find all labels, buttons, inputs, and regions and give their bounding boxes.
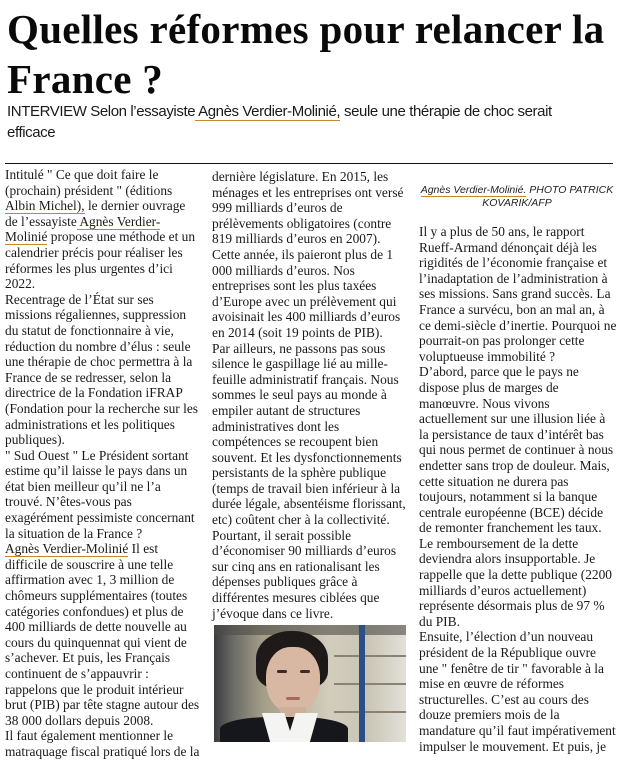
- paragraph: Par ailleurs, ne passons pas sous silence le gaspillage lié au mille-feuille administratif français. Nous sommes le seul pays au monde à empiler autant de structures administratives dont les compétences se recoupent bien souvent. Et les dysfonctionnements persistants de la sphère publique (temps de travail bien inférieur à la durée légale, absentéisme florissant, etc) coûtent cher à la collectivité. Pourtant, il serait possible d’économiser 90 milliards d’euros sur cinq ans en rationalisant les dépenses publiques grâce à différentes mesures ciblées que j’évoque dans ce livre.: [212, 340, 406, 621]
- photo-bg-shelf: [334, 655, 406, 657]
- paragraph: D’abord, parce que le pays ne dispose plus de marges de manœuvre. Nous vivons actuellement sur une illusion liée à la persistance de taux d’intérêt bas qui nous permet de continuer à nous endetter sans trop de douleur. Mais, cette situation ne durera pas toujours, notamment si la banque centrale européenne (BCE) décide de remonter franchement les taux. Le remboursement de la dette deviendra alors insupportable. Je rappelle que la dette publique (2200 milliards d’euros actuellement) représente désormais plus de 97 % du PIB.: [419, 364, 614, 629]
- photo-eye: [277, 670, 287, 673]
- intro-text-end: propose une méthode et un calendrier précis pour réaliser les réformes les plus urgentes d’ici 2022.: [5, 229, 196, 292]
- article-title: Quelles réformes pour relancer la France ?: [7, 6, 605, 102]
- article-column-1: [5, 167, 201, 760]
- author-link[interactable]: Agnès Verdier-Molinié,: [195, 103, 341, 120]
- photo-face: [266, 647, 320, 713]
- photo-credit: PHOTO PATRICK KOVARIK/AFP: [482, 184, 614, 209]
- intro-text-mid: le dernier ouvrage de l’essayiste: [5, 198, 186, 229]
- author-link-body[interactable]: Agnès Verdier-Molinié: [5, 213, 161, 245]
- paragraph: Il faut également mentionner le matraquage fiscal pratiqué lors de la: [5, 728, 200, 759]
- interview-question: " Sud Ouest " Le Président sortant estime qu’il laisse le pays dans un état bien meilleur qu’il ne l’a trouvé. N’êtes-vous pas exagérément pessimiste concernant la situation de la France ?: [5, 447, 195, 541]
- lede-prefix: INTERVIEW Selon l’essayiste: [7, 103, 196, 120]
- photo-bg-shelf: [334, 683, 406, 685]
- photo-eye: [300, 670, 310, 673]
- section-divider: [5, 163, 613, 164]
- caption-author-link[interactable]: Agnès Verdier-Molinié.: [420, 184, 527, 196]
- interview-answer: [5, 541, 201, 728]
- photo-caption: [419, 184, 615, 210]
- photo-mouth: [286, 697, 300, 700]
- intro-text: Intitulé " Ce que doit faire le (prochain) président " (éditions: [5, 167, 173, 198]
- article-lede: [7, 101, 567, 143]
- photo-bg-shelf: [334, 711, 406, 713]
- paragraph: Il y a plus de 50 ans, le rapport Rueff-Armand dénonçait déjà les rigidités de l’économie française et l’inadaptation de l’administration à ses missions. Sans grand succès. La France a survécu, bon an mal an, à ce demi-siècle d’inertie. Pourquoi ne pourrait-on pas prolonger cette voluptueuse immobilité ?: [419, 224, 617, 364]
- answer-text: Il est difficile de souscrire à une telle affirmation avec 1, 3 million de chômeurs supplémentaires (toutes catégories confondues) et plus de 400 milliards de dette nouvelle au cours du quinquennat qui vient de s’achever. Et puis, les Français continuent de s’appauvrir : rappelons que le produit intérieur brut (PIB) par tête stagne autour des 38 000 dollars depuis 2008.: [5, 541, 200, 728]
- speaker-link[interactable]: Agnès Verdier-Molinié: [5, 541, 129, 557]
- paragraph: Recentrage de l’État sur ses missions régaliennes, suppression du statut de fonctionnaire à vie, réduction du nombre d’élus : seule une thérapie de choc permettra à la France de se redresser, selon la directrice de la Fondation iFRAP (Fondation pour la recherche sur les administrations et les politiques publiques).: [5, 291, 198, 448]
- paragraph-intro: [5, 167, 201, 292]
- article-column-3: [419, 224, 617, 754]
- lede-suffix: seule une thérapie de choc serait efficace: [7, 103, 552, 141]
- author-photo: [214, 625, 406, 742]
- article-column-2: [212, 169, 408, 621]
- paragraph: dernière législature. En 2015, les ménages et les entreprises ont versé 999 milliards d’euros de prélèvements obligatoires (contre 819 milliards d’euros en 2007). Cette année, ils paieront plus de 1 000 milliards d’euros. Nos entreprises sont les plus taxées d’Europe avec un prélèvement qui avoisinait les 400 milliards d’euros en 2014 (soit 19 points de PIB).: [212, 169, 404, 340]
- publisher-link[interactable]: Albin Michel),: [5, 198, 85, 214]
- paragraph: Ensuite, l’élection d’un nouveau président de la République ouvre une " fenêtre de tir " favorable à la mise en œuvre de réformes structurelles. C’est au cours des douze premiers mois de la mandature qu’il faut impérativement impulser le mouvement. Et puis, je: [419, 629, 616, 754]
- photo-bg-shelf-post: [359, 625, 365, 742]
